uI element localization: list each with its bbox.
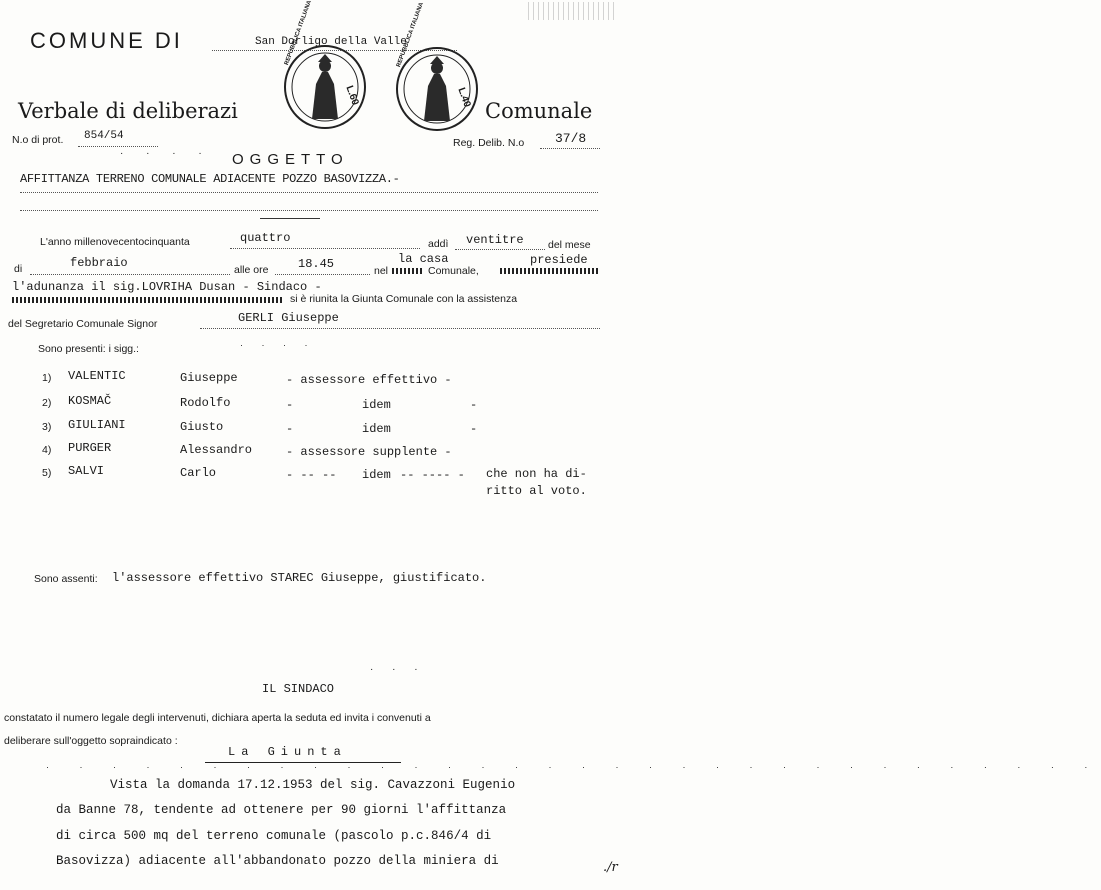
member-dash: - — [286, 422, 294, 436]
body-line-2: da Banne 78, tendente ad ottenere per 90 giorni l'affittanza — [56, 803, 507, 817]
prot-value: 854/54 — [84, 130, 124, 142]
year-line — [230, 248, 420, 249]
member-dash: - — [470, 422, 478, 436]
body-line-3: di circa 500 mq del terreno comunale (pascolo p.c.846/4 di — [56, 829, 492, 843]
comune-label: COMUNE DI — [30, 28, 183, 53]
member-role: idem — [362, 468, 391, 482]
prot-line — [78, 146, 158, 147]
decorative-dots: · · · — [370, 664, 426, 675]
preamble-di: di — [14, 263, 23, 275]
member-name: Rodolfo — [180, 396, 231, 410]
member-num: 5) — [42, 467, 52, 479]
preamble-adunanza: l'adunanza il sig.LOVRIHA Dusan - Sindaco - — [12, 280, 322, 294]
member-name: Giusto — [180, 420, 224, 434]
body-line-4: Basovizza) adiacente all'abbandonato pozzo della miniera di — [56, 854, 499, 868]
preamble-nel: nel — [374, 265, 389, 277]
stamp-2-caption: REPUBBLICA ITALIANA — [396, 1, 426, 69]
member-surname: GIULIANI — [68, 418, 126, 432]
struck-word-2 — [500, 268, 600, 274]
reg-value: 37/8 — [555, 131, 587, 146]
verbale-title-part2: Comunale — [485, 99, 593, 123]
preamble-ore: alle ore — [234, 264, 269, 276]
time-line — [275, 274, 370, 275]
member-name: Alessandro — [180, 443, 253, 457]
preamble-addi: addì — [428, 238, 449, 250]
member-note-line1: che non ha di- — [486, 467, 587, 481]
preamble-segretario-name: GERLI Giuseppe — [238, 311, 339, 325]
member-surname: KOSMAČ — [68, 394, 112, 408]
member-role: - assessore effettivo - — [286, 373, 452, 387]
corner-handwritten-mark: ./r — [603, 860, 618, 875]
stamp-2-value: L.40 — [455, 86, 473, 109]
oggetto-line-1 — [20, 192, 598, 193]
member-dots: · · · · — [240, 340, 316, 350]
preamble-segretario: del Segretario Comunale Signor — [8, 318, 158, 330]
comune-name: San Dorligo della Valle — [255, 36, 407, 48]
preamble-day: ventitre — [466, 233, 524, 247]
presenti-label: Sono presenti: i sigg.: — [38, 343, 139, 355]
oggetto-text: AFFITTANZA TERRENO COMUNALE ADIACENTE POZZO BASOVIZZA.- — [20, 172, 400, 186]
member-note-line2: ritto al voto. — [486, 484, 587, 498]
decorative-dots: · · · · — [120, 148, 212, 159]
preamble-year: quattro — [240, 231, 291, 245]
preamble-time: 18.45 — [298, 257, 335, 271]
oggetto-label: OGGETTO — [232, 151, 349, 168]
member-surname: SALVI — [68, 464, 105, 478]
verbale-title-part1: Verbale di deliberazi — [18, 99, 238, 123]
reg-label: Reg. Delib. N.o — [453, 137, 525, 149]
member-name: Carlo — [180, 466, 217, 480]
member-num: 3) — [42, 421, 52, 433]
member-dash: - -- -- — [286, 468, 337, 482]
paper-speckle — [528, 2, 618, 20]
segretario-line — [200, 328, 600, 329]
preamble-riunita: si è riunita la Giunta Comunale con la assistenza — [290, 293, 518, 305]
revenue-stamp-2 — [394, 1, 480, 132]
sindaco-heading: IL SINDACO — [262, 682, 335, 696]
member-role: - assessore supplente - — [286, 445, 452, 459]
assenti-label: Sono assenti: — [34, 573, 98, 585]
giunta-heading: La Giunta — [228, 745, 347, 759]
day-line — [455, 249, 545, 250]
sindaco-line-2: deliberare sull'oggetto sopraindicato : — [4, 735, 178, 747]
preamble-month: febbraio — [70, 256, 128, 270]
member-role: idem — [362, 398, 391, 412]
member-num: 2) — [42, 397, 52, 409]
decorative-dots: · · · · · · · · · · · · · · · · · · · · · · · · · · · · · · · · — [46, 762, 1101, 772]
reg-line — [540, 148, 600, 149]
oggetto-line-2 — [20, 210, 598, 211]
member-surname: VALENTIC — [68, 369, 126, 383]
member-num: 1) — [42, 372, 52, 384]
member-name: Giuseppe — [180, 371, 238, 385]
prot-label: N.o di prot. — [12, 134, 64, 146]
struck-word-1 — [392, 268, 422, 274]
preamble-presiede: presiede — [530, 253, 588, 267]
stamp-1-value: L.60 — [343, 84, 361, 107]
preamble-place: la casa — [398, 252, 449, 266]
underline-dash — [260, 218, 320, 219]
body-line-1: Vista la domanda 17.12.1953 del sig. Cavazzoni Eugenio — [110, 778, 516, 792]
preamble-comunale: Comunale, — [428, 265, 479, 277]
member-num: 4) — [42, 444, 52, 456]
member-dash: -- ---- - — [400, 468, 465, 482]
stamp-1-caption: REPUBBLICA ITALIANA — [284, 0, 314, 67]
member-role: idem — [362, 422, 391, 436]
struck-line — [12, 297, 282, 303]
sindaco-line-1: constatato il numero legale degli intervenuti, dichiara aperta la seduta ed invita i convenuti a — [4, 712, 431, 724]
preamble-anno: L'anno millenovecentocinquanta — [40, 236, 190, 248]
preamble-mese: del mese — [548, 239, 591, 251]
member-dash: - — [470, 398, 478, 412]
member-surname: PURGER — [68, 441, 112, 455]
month-line — [30, 274, 230, 275]
assenti-text: l'assessore effettivo STAREC Giuseppe, giustificato. — [112, 571, 487, 585]
member-dash: - — [286, 398, 294, 412]
